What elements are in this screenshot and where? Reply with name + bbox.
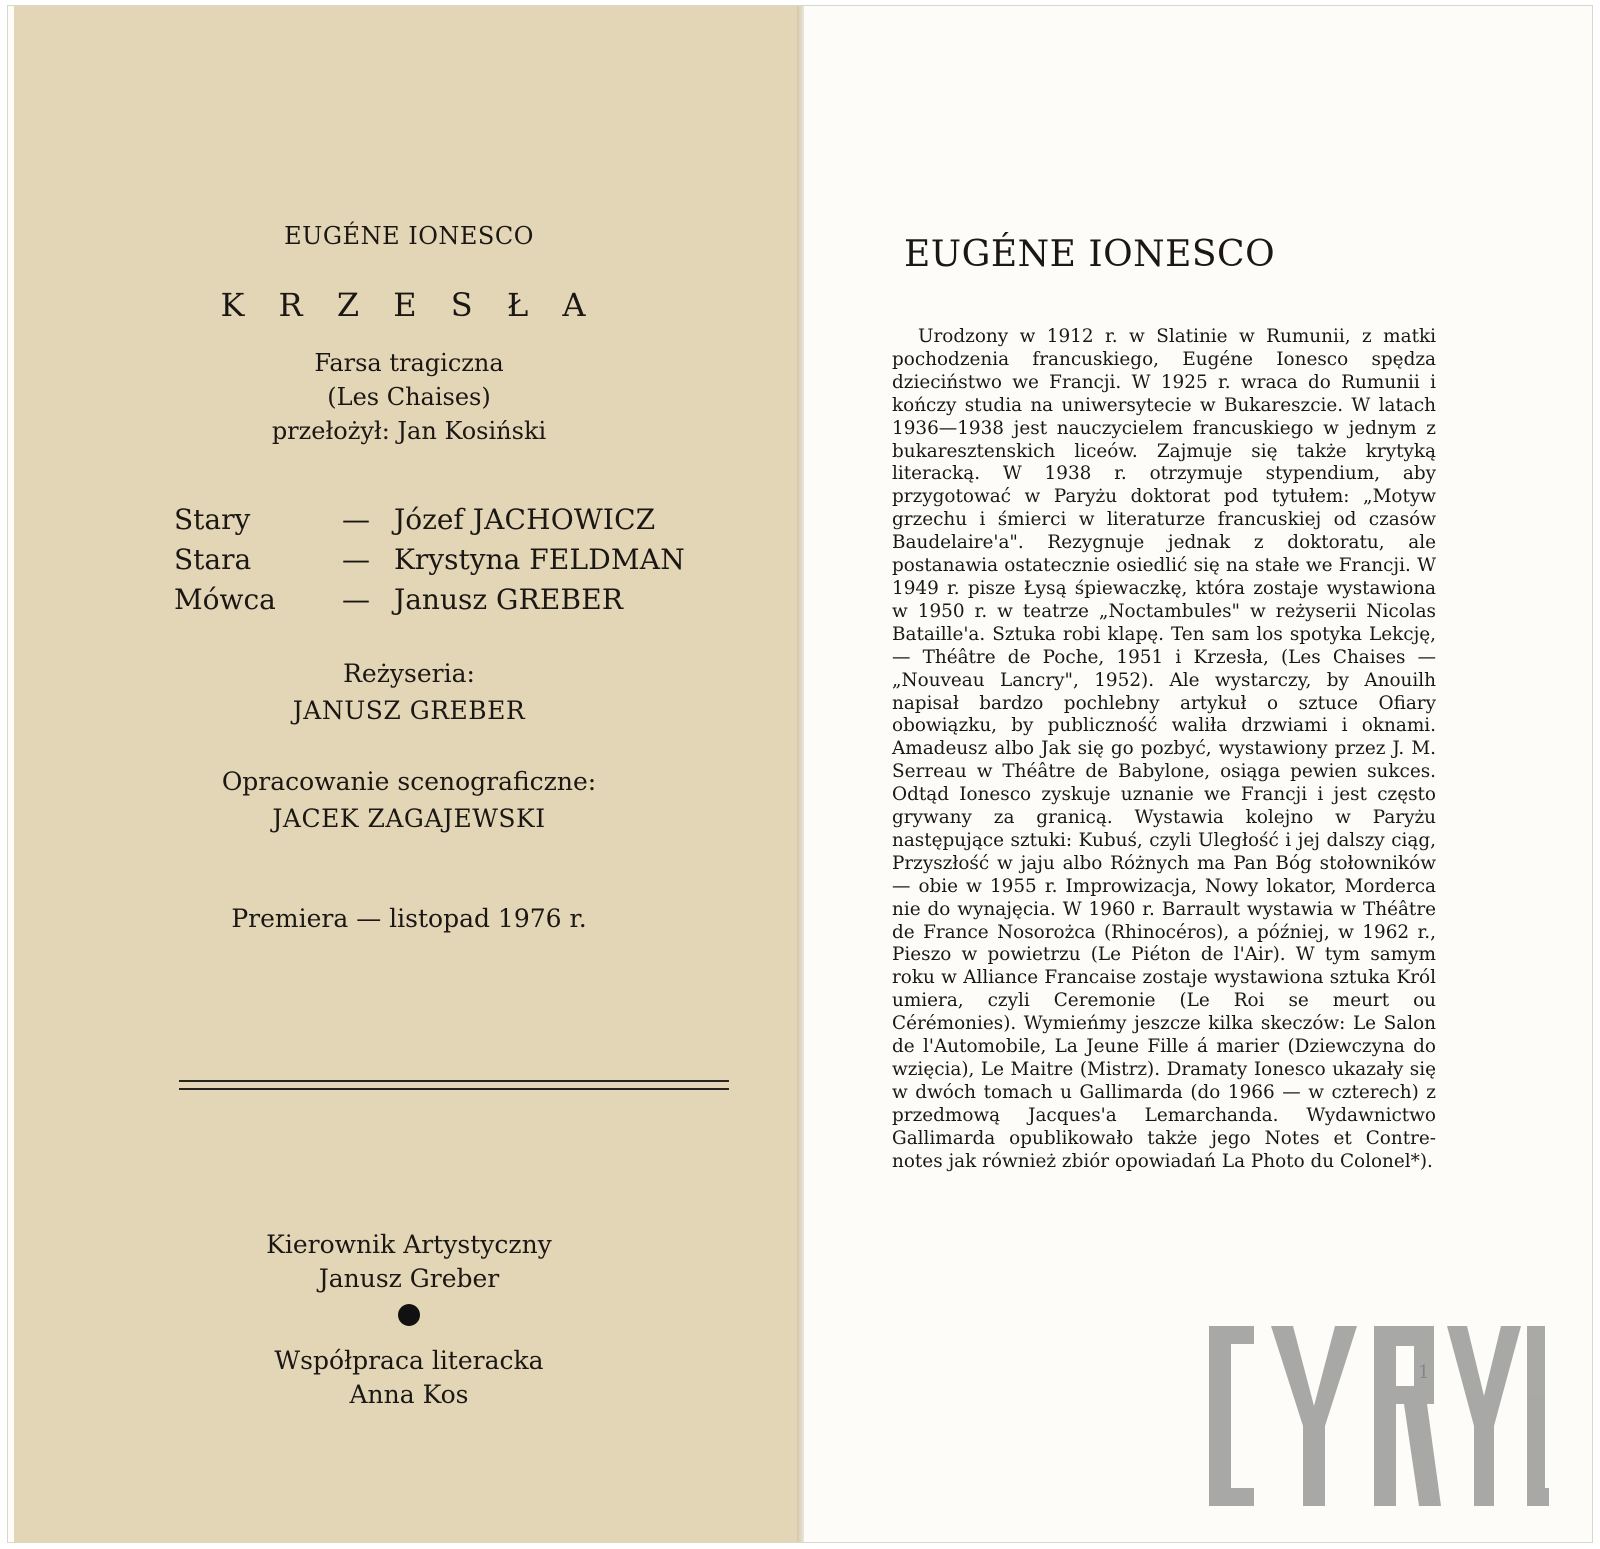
actor-first-name: Józef	[394, 503, 464, 536]
actor-last-name: JACHOWICZ	[472, 503, 656, 536]
cast-role: Mówca	[174, 583, 276, 616]
watermark-text: CYRYL	[1209, 1296, 1213, 1297]
program-title: K R Z E S Ł A	[220, 286, 598, 324]
cast-actor	[394, 500, 655, 540]
program-page	[14, 6, 804, 1542]
cast-row	[174, 500, 685, 540]
genre: Farsa tragiczna	[314, 349, 504, 377]
biography-heading: EUGÉNE IONESCO	[904, 234, 1276, 275]
director-name: JANUSZ GREBER	[292, 696, 526, 725]
cast-dash: —	[342, 543, 370, 576]
biography-text: Urodzony w 1912 r. w Slatinie w Rumunii, z matki pochodzenia francuskiego, Eugéne Ionesco spędza dzieciństwo we Francji. W 1925 r. wraca do Rumunii i kończy studia na uniwersytecie w Bukareszcie. W latach 1936—1938 jest nauczycielem francuskiego w jednym z bukaresztenskich liceów. Zajmuje się także krytyką literacką. W 1938 r. otrzymuje stypendium, aby przygotować w Paryżu doktorat pod tytułem: „Motyw grzechu i śmierci w literaturze francuskiej od czasów Baudelaire'a". Rezygnuje jednak z doktoratu, ale postanawia ostatecznie osiedlić się na stałe we Francji. W 1949 r. pisze Łysą śpiewaczkę, która zostaje wystawiona w 1950 r. w teatrze „Noctambules" w reżyserii Nicolas Bataille'a. Sztuka robi klapę. Ten sam los spotyka Lekcję, — Théâtre de Poche, 1951 i Krzesła, (Les Chaises — „Nouveau Lancry", 1952). Ale wystarczy, by Anouilh napisał bardzo pochlebny artykuł o sztuce Ofiary obowiązku, by publiczność waliła drzwiami i oknami. Amadeusz albo Jak się go pozbyć, wystawiony przez J. M. Serreau w Théâtre de Babylone, osiąga pewien sukces. Odtąd Ionesco zyskuje uznanie we Francji i jest często grywany za granicą. Wystawia kolejno w Paryżu następujące sztuki: Kubuś, czyli Uległość i jej dalszy ciąg, Przyszłość w jaju albo Różnych ma Pan Bóg stołowników — obie w 1955 r. Improwizacja, Nowy lokator, Morderca nie do wynajęcia. W 1960 r. Barrault wystawia w Théâtre de France Nosorożca (Rhinocéros), a później, w 1962 r., Pieszo w powietrzu (Le Piéton de l'Air). W tym samym roku w Alliance Francaise zostaje wystawiona sztuka Król umiera, czyli Ceremonie (Le Roi se meurt ou Cérémonies). Wymieńmy jeszcze kilka skeczów: Le Salon de l'Automobile, La Jeune Fille á marier (Dziewczyna do wzięcia), Le Maitre (Mistrz). Dramaty Ionesco ukazały się w dwóch tomach u Gallimarda (do 1966 — w czterech) z przedmową Jacques'a Lemarchanda. Wydawnictwo Gallimarda opublikowało także jego Notes et Contre-notes jak również zbiór opowiadań La Photo du Colonel*).	[892, 326, 1436, 1172]
genre-block	[99, 346, 719, 448]
cast-role: Stary	[174, 503, 251, 536]
cast-actor	[394, 580, 623, 620]
direction-block	[99, 654, 719, 728]
cast-row	[174, 540, 685, 580]
artistic-director-label: Kierownik Artystyczny	[266, 1230, 552, 1259]
cast-row	[174, 580, 685, 620]
scenography-label: Opracowanie scenograficzne:	[221, 767, 597, 796]
scenographer-name: JACEK ZAGAJEWSKI	[272, 804, 546, 833]
bullet-dot	[398, 1304, 420, 1326]
actor-last-name: FELDMAN	[529, 543, 685, 576]
actor-last-name: GREBER	[496, 583, 624, 616]
divider-line	[179, 1080, 729, 1082]
scenography-block	[99, 762, 719, 836]
cast-role: Stara	[174, 543, 252, 576]
translator: przełożył: Jan Kosiński	[271, 417, 547, 445]
direction-label: Reżyseria:	[343, 659, 475, 688]
cast-list	[174, 500, 685, 620]
premiere-date: Premiera — listopad 1976 r.	[231, 904, 587, 933]
page-fold	[797, 6, 804, 1542]
original-title: (Les Chaises)	[327, 383, 491, 411]
cast-actor	[394, 540, 685, 580]
artistic-director-name: Janusz Greber	[318, 1264, 500, 1293]
scanned-spread	[8, 6, 1592, 1542]
actor-first-name: Krystyna	[394, 543, 521, 576]
program-author: EUGÉNE IONESCO	[284, 222, 534, 250]
biography-page	[804, 6, 1592, 1542]
actor-first-name: Janusz	[394, 583, 488, 616]
literary-collaborator-name: Anna Kos	[349, 1380, 469, 1409]
credits-block	[99, 1228, 719, 1412]
cyryl-watermark-logo	[1209, 1296, 1549, 1526]
cast-dash: —	[342, 583, 370, 616]
literary-label: Współpraca literacka	[274, 1346, 544, 1375]
cast-dash: —	[342, 503, 370, 536]
divider-line	[179, 1088, 729, 1090]
